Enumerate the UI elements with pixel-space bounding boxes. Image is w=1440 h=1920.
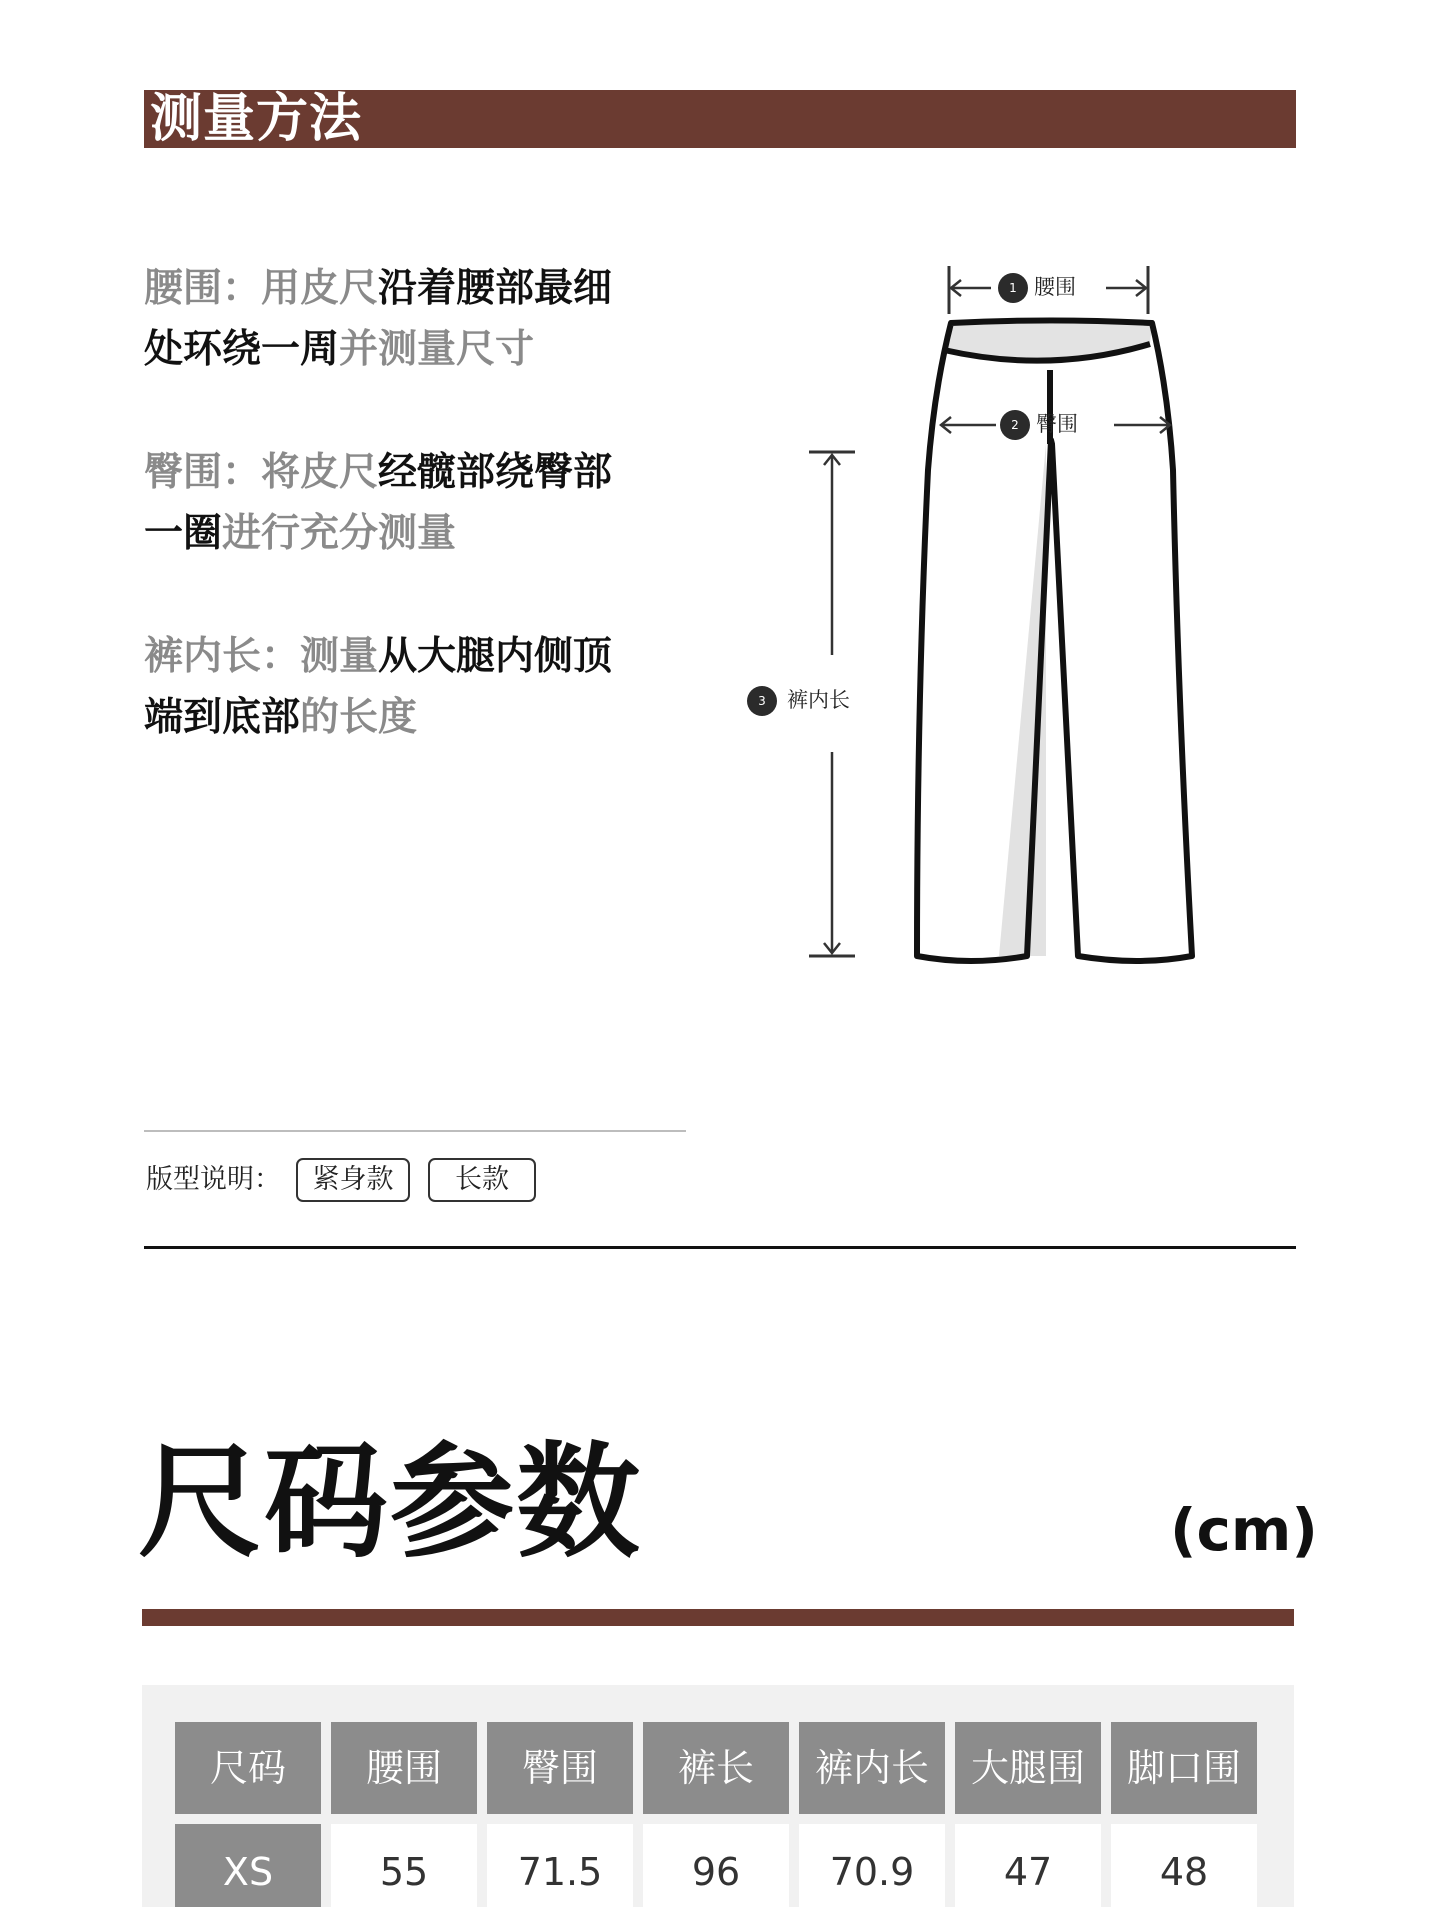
size-label-cell: XS [175, 1824, 321, 1907]
hip-line-1 [144, 442, 664, 503]
inseam-line-1 [144, 626, 664, 687]
waist-line2-a: 处环绕一周 [144, 327, 340, 372]
inseam-instruction [144, 626, 664, 748]
waist-line1-b: 沿着腰部最细 [378, 266, 613, 311]
hip-diagram-label: 臀围 [1036, 412, 1078, 436]
hip-line1-b: 经髋部绕臀部 [378, 450, 613, 495]
table-header-cell: 裤长 [643, 1722, 789, 1814]
table-header-cell: 臀围 [487, 1722, 633, 1814]
waist-diagram-label: 腰围 [1034, 275, 1076, 299]
fit-tag-tight: 紧身款 [296, 1158, 410, 1202]
inseam-num: 3 [758, 694, 766, 708]
hip-line-2 [144, 503, 664, 564]
section-divider [144, 1246, 1296, 1249]
size-title: 尺码参数 [138, 1431, 643, 1575]
inseam-line1-b: 从大腿内侧顶 [378, 634, 613, 679]
table-cell: 96 [643, 1824, 789, 1907]
waist-line-2 [144, 319, 664, 380]
hip-num: 2 [1011, 418, 1019, 432]
divider [144, 1130, 686, 1132]
inseam-line2-b: 的长度 [300, 695, 418, 740]
hip-measure [941, 410, 1170, 440]
hip-line2-a: 一圈 [144, 511, 223, 556]
inseam-measure [747, 452, 855, 956]
waist-measure [949, 266, 1148, 314]
inseam-line-2 [144, 687, 664, 748]
hip-line1-a: 臀围：将皮尺 [144, 450, 379, 495]
unit-label: (cm) [1170, 1496, 1318, 1564]
table-cell: 48 [1111, 1824, 1257, 1907]
table-header-cell: 裤内长 [799, 1722, 945, 1814]
table-header-cell: 脚口围 [1111, 1722, 1257, 1814]
hip-line2-b: 进行充分测量 [222, 511, 457, 556]
waist-line1-a: 腰围：用皮尺 [144, 266, 379, 311]
pants-diagram [700, 240, 1220, 1000]
size-accent-bar [142, 1609, 1294, 1626]
table-cell: 70.9 [799, 1824, 945, 1907]
waist-line-1 [144, 258, 664, 319]
waist-line2-b: 并测量尺寸 [339, 327, 535, 372]
waist-instruction [144, 258, 664, 380]
measure-title: 测量方法 [150, 89, 363, 149]
table-header-cell: 大腿围 [955, 1722, 1101, 1814]
inseam-line1-a: 裤内长：测量 [144, 634, 379, 679]
fit-label: 版型说明： [146, 1164, 281, 1195]
table-cell: 71.5 [487, 1824, 633, 1907]
inseam-line2-a: 端到底部 [144, 695, 301, 740]
table-cell: 47 [955, 1824, 1101, 1907]
table-header-cell: 尺码 [175, 1722, 321, 1814]
table-cell: 55 [331, 1824, 477, 1907]
inseam-diagram-label: 裤内长 [787, 688, 850, 712]
table-header-cell: 腰围 [331, 1722, 477, 1814]
waist-num: 1 [1009, 281, 1017, 295]
fit-tag-long: 长款 [428, 1158, 536, 1202]
hip-instruction [144, 442, 664, 564]
